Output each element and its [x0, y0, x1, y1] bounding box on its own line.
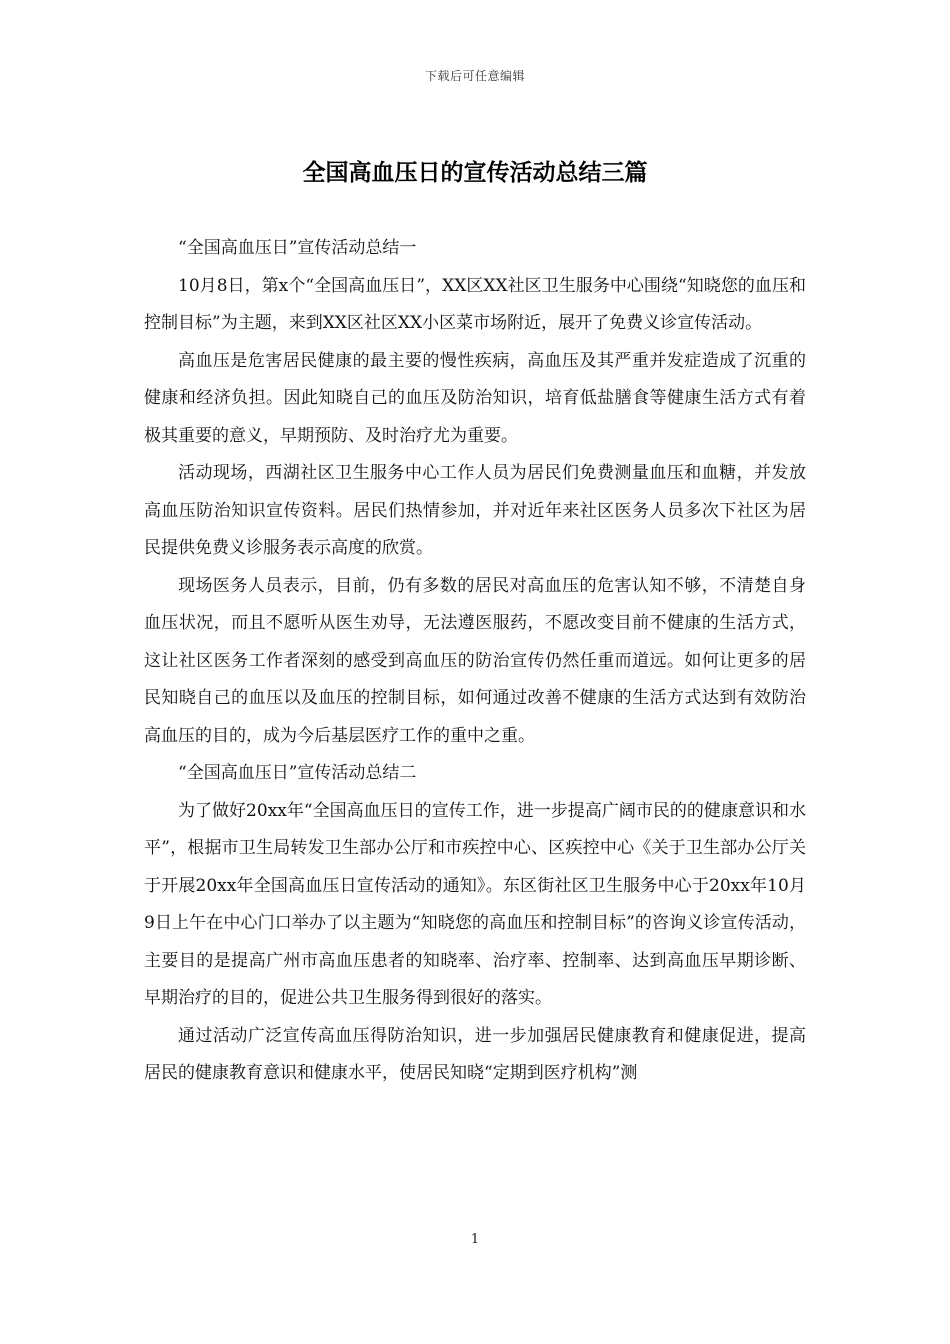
document-body	[144, 230, 806, 1093]
section-heading-2: “全国高血压日”宣传活动总结二	[178, 763, 417, 783]
document-title: 全国高血压日的宣传活动总结三篇	[302, 160, 648, 186]
section-heading-1: “全国高血压日”宣传活动总结一	[178, 238, 417, 258]
paragraph: 为了做好20xx年“全国高血压日的宣传工作，进一步提高广阔市民的的健康意识和水平”，根据市卫生局转发卫生部办公厅和市疾控中心、区疾控中心《关于卫生部办公厅关于开展20xx年全国高血压日宣传活动的通知》。东区街社区卫生服务中心于20xx年10月9日上午在中心门口举办了以主题为“知晓您的高血压和控制目标”的咨询义诊宣传活动，主要目的是提高广州市高血压患者的知晓率、治疗率、控制率、达到高血压早期诊断、早期治疗的目的，促进公共卫生服务得到很好的落实。	[144, 800, 806, 1008]
page-number: 1	[470, 1232, 480, 1247]
paragraph: 高血压是危害居民健康的最主要的慢性疾病，高血压及其严重并发症造成了沉重的健康和经济负担。因此知晓自己的血压及防治知识，培育低盐膳食等健康生活方式有着极其重要的意义，早期预防、及时治疗尤为重要。	[144, 350, 806, 446]
header-note: 下载后可任意编辑	[424, 69, 525, 83]
paragraph: 活动现场，西湖社区卫生服务中心工作人员为居民们免费测量血压和血糖，并发放高血压防治知识宣传资料。居民们热情参加，并对近年来社区医务人员多次下社区为居民提供免费义诊服务表示高度的欣赏。	[144, 463, 806, 558]
paragraph: 通过活动广泛宣传高血压得防治知识，进一步加强居民健康教育和健康促进，提高居民的健康教育意识和健康水平，使居民知晓“定期到医疗机构”测	[144, 1025, 806, 1083]
paragraph: 现场医务人员表示，目前，仍有多数的居民对高血压的危害认知不够，不清楚自身血压状况，而且不愿听从医生劝导，无法遵医服药，不愿改变目前不健康的生活方式，这让社区医务工作者深刻的感受到高血压的防治宣传仍然任重而道远。如何让更多的居民知晓自己的血压以及血压的控制目标，如何通过改善不健康的生活方式达到有效防治高血压的目的，成为今后基层医疗工作的重中之重。	[144, 575, 806, 746]
paragraph: 10月8日，第x个“全国高血压日”，XX区XX社区卫生服务中心围绕“知晓您的血压和控制目标”为主题，来到XX区社区XX小区菜市场附近，展开了免费义诊宣传活动。	[144, 275, 806, 333]
